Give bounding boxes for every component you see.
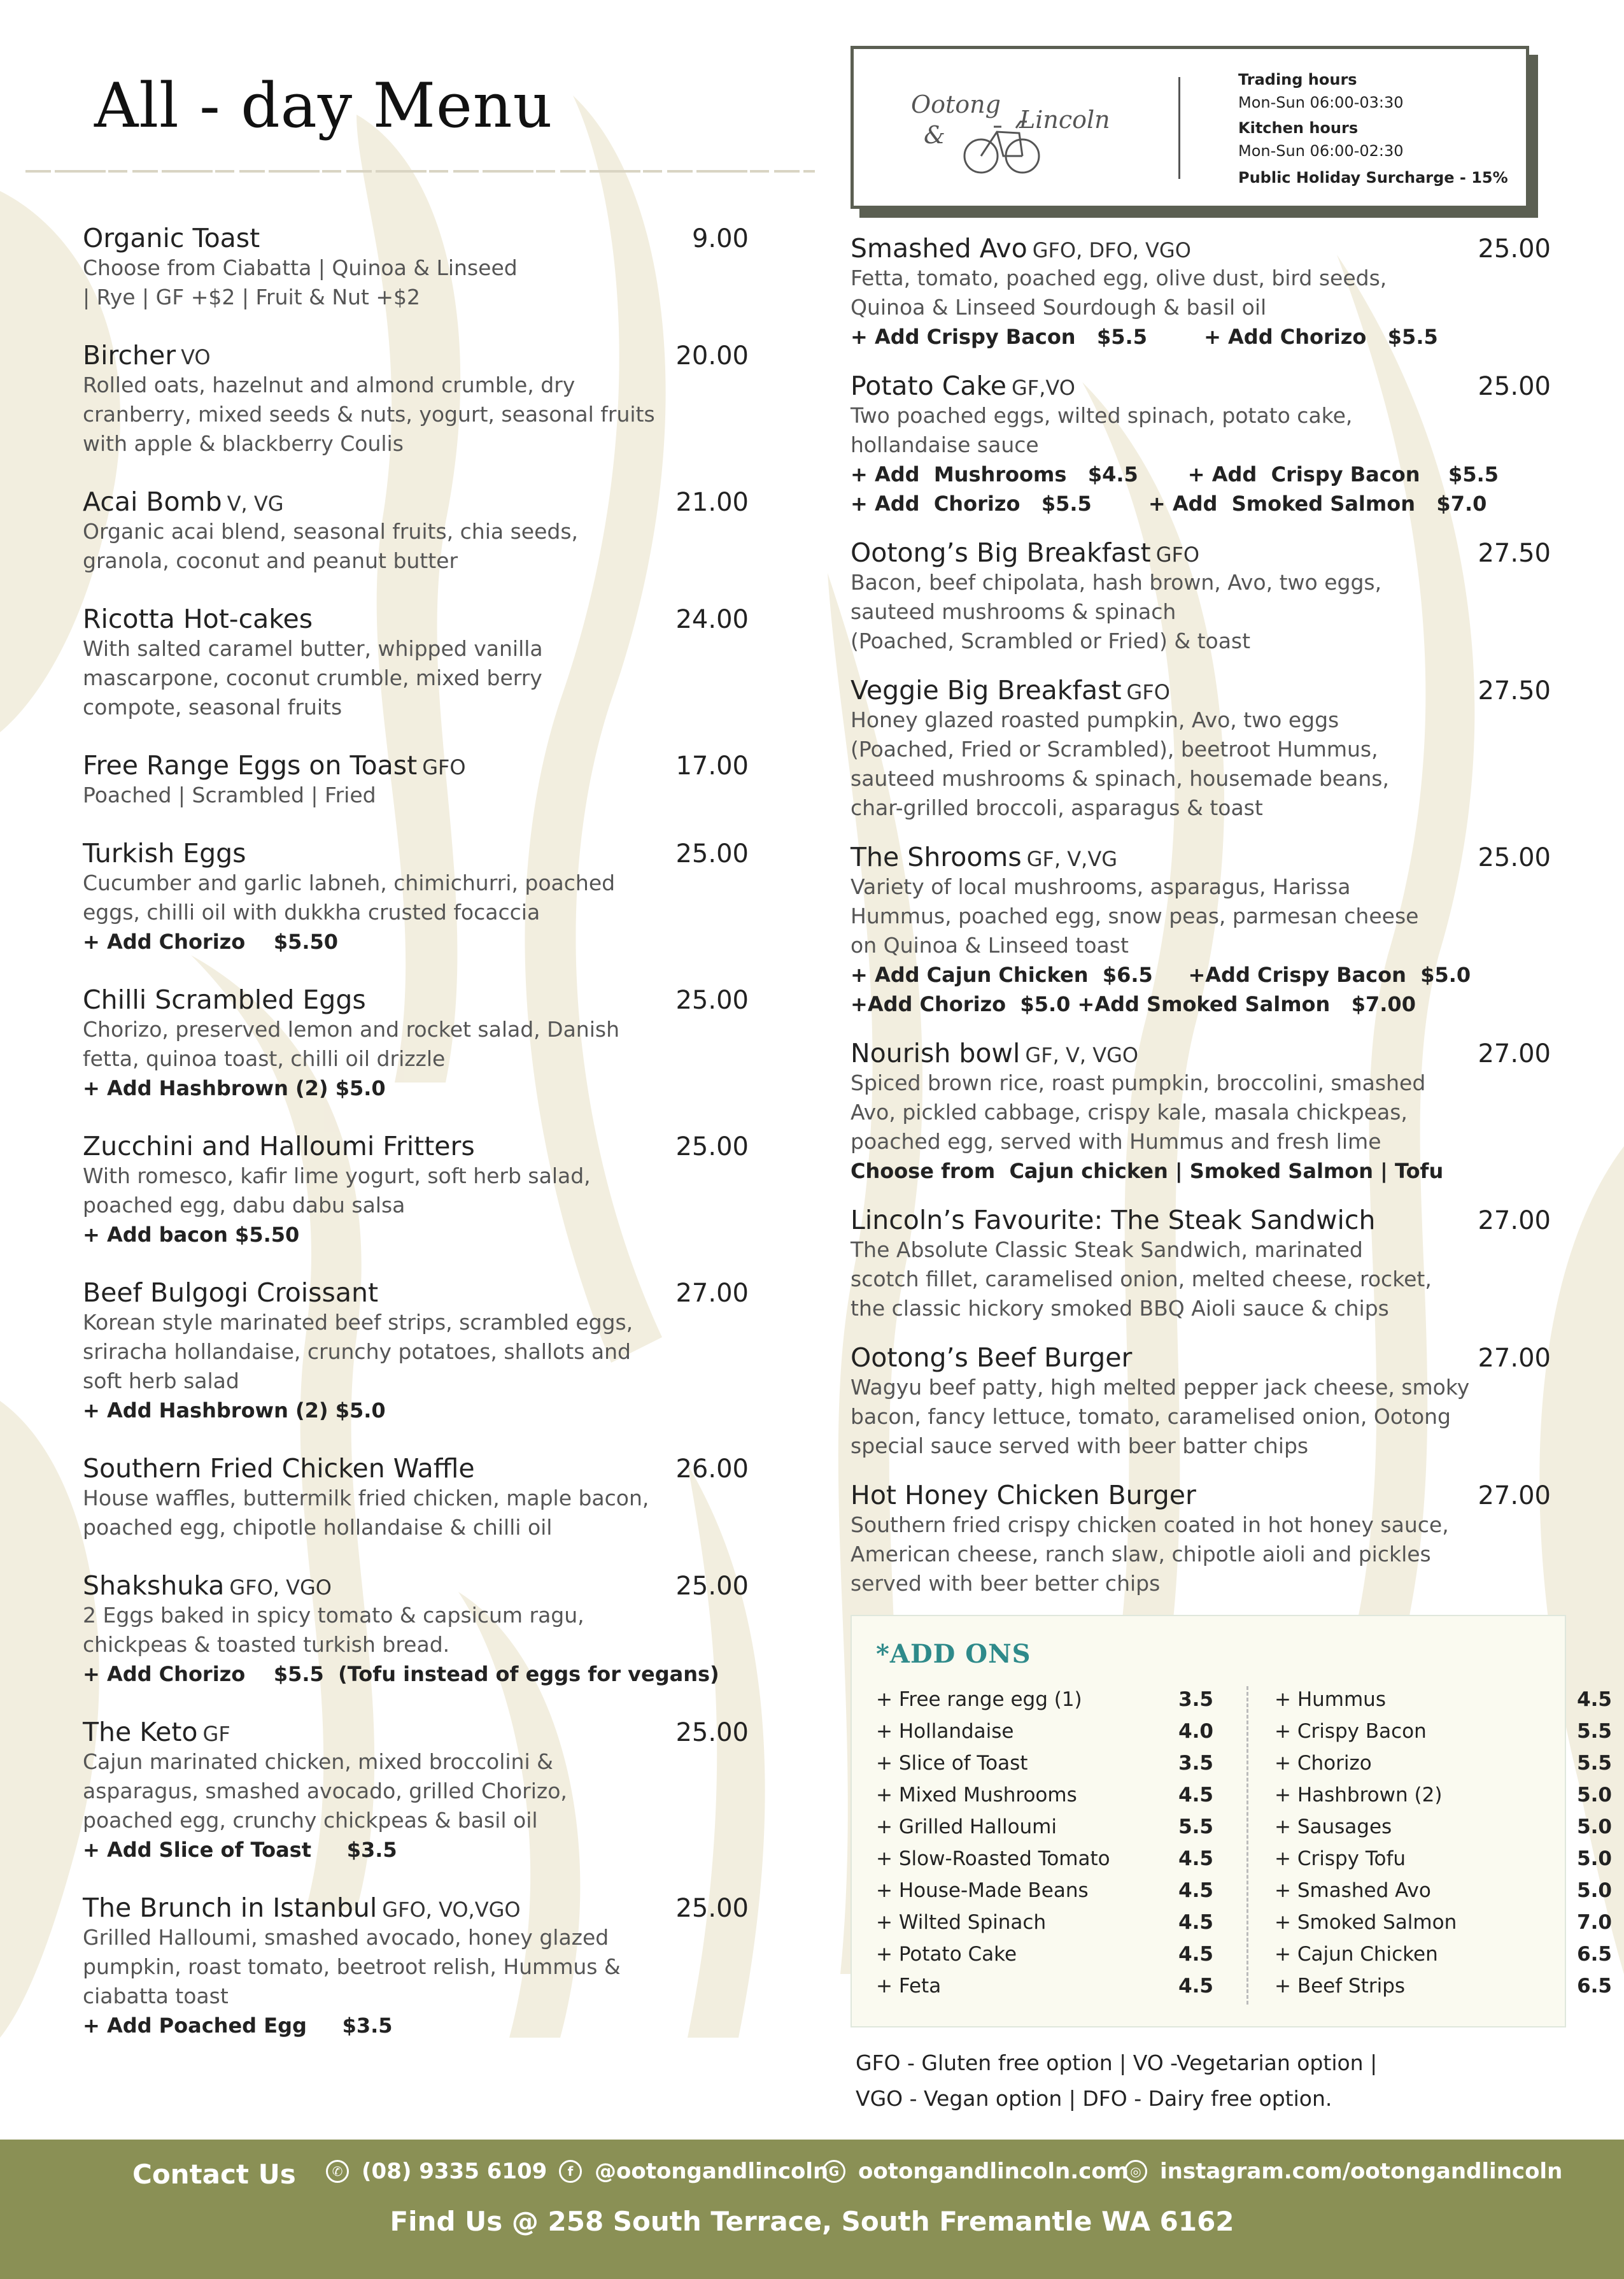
menu-item-description: Honey glazed roasted pumpkin, Avo, two eggs [851,707,1339,732]
menu-item-description: pumpkin, roast tomato, beetroot relish, Hummus & [83,1954,621,1979]
menu-item-price: 17.00 [675,751,749,781]
hours-block [1238,68,1508,189]
trading-hours-value: Mon-Sun 06:00-03:30 [1238,94,1404,111]
addon-row [876,1875,1213,1906]
kitchen-hours-label: Kitchen hours [1238,119,1359,137]
footer [0,2140,1624,2279]
menu-item-name: Chilli Scrambled Eggs [83,984,366,1015]
menu-item-addon: Choose from Cajun chicken | Smoked Salmon | Tofu [851,1159,1444,1183]
addon-price: 4.5 [1178,1975,1213,1998]
addon-price: 4.5 [1577,1688,1612,1711]
menu-item-description: cranberry, mixed seeds & nuts, yogurt, seasonal fruits [83,402,655,427]
menu-item-description: granola, coconut and peanut butter [83,548,458,573]
phone-icon: ✆ [326,2160,349,2183]
footer-instagram[interactable] [1124,2159,1562,2184]
menu-item-description: chickpeas & toasted turkish bread. [83,1632,450,1657]
footer-phone[interactable] [326,2159,547,2184]
menu-item [851,675,1551,823]
menu-column-left [83,223,749,2068]
addon-price: 4.5 [1178,1879,1213,1902]
menu-item-description: special sauce served with beer batter chips [851,1433,1309,1458]
menu-item-addon: +Add Chorizo $5.0 +Add Smoked Salmon $7.00 [851,992,1416,1016]
menu-item-price: 24.00 [675,605,749,634]
addon-label: + Grilled Halloumi [876,1815,1057,1838]
menu-item-name: Nourish bowl [851,1038,1020,1069]
logo-text-ootong: Ootong [911,90,1001,118]
addon-label: + House-Made Beans [876,1879,1089,1902]
menu-item-price: 27.00 [1478,1206,1551,1235]
addon-price: 4.5 [1178,1943,1213,1966]
addon-price: 5.5 [1178,1815,1213,1838]
globe-icon: G [823,2160,845,2183]
menu-item-description: soft herb salad [83,1368,239,1393]
addon-row [1274,1715,1612,1747]
menu-item-description: Hummus, poached egg, snow peas, parmesan cheese [851,904,1419,928]
addon-label: + Hollandaise [876,1720,1014,1743]
menu-item-name: Shakshuka [83,1570,225,1601]
addon-row [876,1747,1213,1779]
addon-price: 3.5 [1178,1688,1213,1711]
hours-header-box [851,46,1529,209]
menu-item-description: Avo, pickled cabbage, crispy kale, masala chickpeas, [851,1100,1408,1125]
addons-list-right [1274,1684,1612,2002]
menu-item-description: (Poached, Fried or Scrambled), beetroot Hummus, [851,737,1378,762]
addon-price: 4.0 [1178,1720,1213,1743]
menu-item [83,750,749,810]
surcharge-note: Public Holiday Surcharge - 15% [1238,169,1508,187]
instagram-icon: ◎ [1124,2160,1147,2183]
menu-item-addon: + Add Crispy Bacon $5.5 + Add Chorizo $5.5 [851,325,1438,349]
addon-label: + Smashed Avo [1274,1879,1431,1902]
footer-website[interactable] [823,2159,1129,2184]
menu-item-description: fetta, quinoa toast, chilli oil drizzle [83,1046,446,1071]
menu-item-dietary-tag: GFO, DFO, VGO [1032,238,1191,262]
menu-item-dietary-tag: GF [202,1722,230,1746]
addon-label: + Beef Strips [1274,1975,1406,1998]
menu-item-price: 20.00 [675,341,749,371]
addon-row [876,1715,1213,1747]
menu-item-description: (Poached, Scrambled or Fried) & toast [851,628,1251,653]
menu-item-description: scotch fillet, caramelised onion, melted cheese, rocket, [851,1267,1432,1291]
addon-price: 6.5 [1577,1943,1612,1966]
menu-item-addon: + Add Mushrooms $4.5 + Add Crispy Bacon $5.5 [851,462,1499,486]
menu-item-name: Southern Fried Chicken Waffle [83,1453,475,1484]
addons-list-left [876,1684,1213,2002]
logo-text-lincoln: Lincoln [1019,106,1110,134]
menu-item-addon: + Add Chorizo $5.5 + Add Smoked Salmon $7.0 [851,492,1487,516]
legend-line-2: VGO - Vegan option | DFO - Dairy free option. [856,2086,1332,2111]
trading-hours-label: Trading hours [1238,71,1357,89]
addon-price: 5.0 [1577,1847,1612,1870]
addon-label: + Hummus [1274,1688,1386,1711]
menu-item [851,233,1551,351]
dietary-legend [856,2045,1556,2117]
menu-item-description: American cheese, ranch slaw, chipotle aioli and pickles [851,1542,1431,1566]
addon-row [1274,1938,1612,1970]
menu-item-name: The Keto [83,1717,198,1747]
menu-item-dietary-tag: VO [181,345,211,369]
menu-item-description: Grilled Halloumi, smashed avocado, honey glazed [83,1925,609,1950]
menu-item-description: House waffles, buttermilk fried chicken, maple bacon, [83,1486,649,1510]
menu-item-price: 25.00 [1478,372,1551,401]
menu-item [83,223,749,312]
menu-item-description: Quinoa & Linseed Sourdough & basil oil [851,295,1267,320]
menu-item-dietary-tag: GFO, VGO [229,1575,332,1600]
brush-divider [25,168,815,174]
menu-item-description: Cucumber and garlic labneh, chimichurri, poached [83,870,616,895]
menu-item-description: poached egg, dabu dabu salsa [83,1193,406,1218]
addon-row [876,1843,1213,1875]
menu-item-description: Organic acai blend, seasonal fruits, chia seeds, [83,519,578,544]
menu-item [851,537,1551,656]
addon-row [1274,1970,1612,2002]
menu-column-right [851,233,1551,1617]
menu-item-price: 9.00 [691,224,749,253]
menu-item-name: Hot Honey Chicken Burger [851,1480,1196,1510]
menu-item-description: the classic hickory smoked BBQ Aioli sauce & chips [851,1296,1389,1321]
menu-item [83,604,749,722]
menu-item-price: 25.00 [1478,234,1551,264]
facebook-handle: @ootongandlincoln [595,2159,829,2184]
menu-item-name: Potato Cake [851,371,1006,401]
addon-label: + Cajun Chicken [1274,1943,1438,1966]
addon-row [1274,1875,1612,1906]
addon-row [876,1906,1213,1938]
menu-item [83,340,749,458]
menu-item-description: With salted caramel butter, whipped vanilla [83,636,543,661]
menu-item-description: poached egg, crunchy chickpeas & basil oil [83,1808,538,1833]
menu-item-price: 25.00 [1478,843,1551,872]
menu-item-description: | Rye | GF +$2 | Fruit & Nut +$2 [83,285,420,309]
addon-label: + Smoked Salmon [1274,1911,1457,1934]
menu-item-addon: + Add Hashbrown (2) $5.0 [83,1076,386,1100]
menu-item-dietary-tag: GF, V, VGO [1025,1043,1139,1067]
menu-item-dietary-tag: V, VG [227,492,284,516]
menu-item-addon: + Add Slice of Toast $3.5 [83,1838,397,1862]
menu-item-addon: + Add Hashbrown (2) $5.0 [83,1398,386,1423]
find-us-address: Find Us @ 258 South Terrace, South Fremantle WA 6162 [390,2206,1234,2237]
menu-item-addon: + Add Chorizo $5.5 (Tofu instead of eggs for vegans) [83,1662,719,1686]
menu-item-description: Chorizo, preserved lemon and rocket salad, Danish [83,1017,619,1042]
addon-label: + Hashbrown (2) [1274,1784,1443,1807]
addon-row [1274,1747,1612,1779]
logo-divider [1178,77,1180,179]
menu-item-description: served with beer better chips [851,1571,1161,1596]
menu-item-description: The Absolute Classic Steak Sandwich, marinated [851,1237,1363,1262]
menu-item [83,1131,749,1249]
menu-item-description: on Quinoa & Linseed toast [851,933,1129,958]
menu-item-price: 27.00 [1478,1039,1551,1069]
website-url: ootongandlincoln.com [858,2159,1129,2184]
menu-item-description: Two poached eggs, wilted spinach, potato cake, [851,403,1353,428]
menu-item [83,1892,749,2040]
addon-price: 5.0 [1577,1815,1612,1838]
addons-title: *ADD ONS [876,1639,1031,1669]
addon-row [1274,1843,1612,1875]
menu-item-dietary-tag: GFO [422,755,466,779]
menu-item-name: The Shrooms [851,842,1022,872]
menu-item-name: Ootong’s Beef Burger [851,1342,1133,1373]
addon-label: + Crispy Tofu [1274,1847,1406,1870]
menu-item-description: asparagus, smashed avocado, grilled Chorizo, [83,1778,567,1803]
menu-item [83,1453,749,1542]
menu-item-addon: + Add Chorizo $5.50 [83,930,339,954]
menu-item-description: Cajun marinated chicken, mixed broccolini & [83,1749,553,1774]
menu-item-description: Poached | Scrambled | Fried [83,783,376,807]
menu-item [851,1038,1551,1186]
menu-item-description: Rolled oats, hazelnut and almond crumble, dry [83,373,575,397]
menu-item [851,842,1551,1019]
menu-item-price: 25.00 [675,1132,749,1161]
addons-box [851,1615,1612,2027]
addon-price: 7.0 [1577,1911,1612,1934]
menu-item-name: Bircher [83,340,176,371]
menu-item-dietary-tag: GF, V,VG [1026,847,1118,871]
menu-item [851,371,1551,518]
addon-price: 4.5 [1178,1911,1213,1934]
menu-item-description: hollandaise sauce [851,432,1039,457]
menu-item-price: 27.00 [1478,1344,1551,1373]
menu-item-price: 25.00 [675,1894,749,1923]
menu-item-dietary-tag: GFO, VO,VGO [382,1898,521,1922]
addon-row [876,1811,1213,1843]
menu-item-description: bacon, fancy lettuce, tomato, caramelised onion, Ootong [851,1404,1451,1429]
menu-item [83,1717,749,1864]
addon-label: + Feta [876,1975,942,1998]
menu-item [83,486,749,576]
addon-price: 5.0 [1577,1784,1612,1807]
menu-item-description: Bacon, beef chipolata, hash brown, Avo, two eggs, [851,570,1382,595]
addon-price: 5.5 [1577,1752,1612,1775]
menu-item-dietary-tag: GF,VO [1012,376,1075,400]
footer-facebook[interactable] [559,2159,828,2184]
menu-item-name: The Brunch in Istanbul [83,1892,378,1923]
menu-item-name: Beef Bulgogi Croissant [83,1277,379,1308]
addon-row [1274,1684,1612,1715]
menu-item-name: Zucchini and Halloumi Fritters [83,1131,475,1161]
page-title: All - day Menu [94,70,553,141]
menu-item-name: Acai Bomb [83,486,222,517]
menu-item-price: 25.00 [675,986,749,1015]
menu-item-description: 2 Eggs baked in spicy tomato & capsicum ragu, [83,1603,584,1628]
addon-row [1274,1779,1612,1811]
menu-item-description: sauteed mushrooms & spinach [851,599,1176,624]
addon-price: 4.5 [1178,1784,1213,1807]
menu-item-description: Fetta, tomato, poached egg, olive dust, bird seeds, [851,266,1387,290]
menu-item-description: Southern fried crispy chicken coated in hot honey sauce, [851,1512,1449,1537]
phone-number: (08) 9335 6109 [362,2159,547,2184]
menu-item-name: Ricotta Hot-cakes [83,604,313,634]
menu-item-description: eggs, chilli oil with dukkha crusted focaccia [83,900,540,925]
menu-item-description: ciabatta toast [83,1984,229,2008]
menu-item-name: Organic Toast [83,223,260,253]
menu-item-price: 26.00 [675,1454,749,1484]
addon-price: 5.5 [1577,1720,1612,1743]
menu-item-description: mascarpone, coconut crumble, mixed berry [83,665,542,690]
menu-item-price: 25.00 [675,839,749,869]
menu-item-dietary-tag: GFO [1126,680,1170,704]
menu-item [83,1570,749,1689]
menu-item-name: Ootong’s Big Breakfast [851,537,1151,568]
addon-label: + Wilted Spinach [876,1911,1047,1934]
menu-item-price: 27.00 [1478,1481,1551,1510]
menu-item-addon: + Add bacon $5.50 [83,1223,300,1247]
menu-item-name: Veggie Big Breakfast [851,675,1122,706]
addon-price: 4.5 [1178,1847,1213,1870]
addon-label: + Crispy Bacon [1274,1720,1427,1743]
ootong-lincoln-logo [911,75,1121,183]
menu-item-name: Lincoln’s Favourite: The Steak Sandwich [851,1205,1376,1235]
menu-item [83,1277,749,1425]
addon-label: + Chorizo [1274,1752,1372,1775]
addon-price: 5.0 [1577,1879,1612,1902]
instagram-url: instagram.com/ootongandlincoln [1160,2159,1563,2184]
menu-item-dietary-tag: GFO [1155,543,1200,567]
legend-line-1: GFO - Gluten free option | VO -Vegetarian option | [856,2050,1378,2075]
menu-item [851,1480,1551,1598]
menu-item-addon: + Add Cajun Chicken $6.5 +Add Crispy Bacon $5.0 [851,963,1471,987]
menu-item-description: sauteed mushrooms & spinach, housemade beans, [851,766,1389,791]
menu-item-price: 21.00 [675,488,749,517]
addon-row [876,1938,1213,1970]
menu-item-description: Choose from Ciabatta | Quinoa & Linseed [83,255,518,280]
menu-item [851,1342,1551,1461]
menu-item [83,838,749,956]
menu-item-name: Free Range Eggs on Toast [83,750,418,781]
menu-item-description: With romesco, kafir lime yogurt, soft herb salad, [83,1163,591,1188]
menu-item [83,984,749,1103]
addon-row [876,1970,1213,2002]
addon-price: 3.5 [1178,1752,1213,1775]
menu-item-description: Spiced brown rice, roast pumpkin, broccolini, smashed [851,1070,1426,1095]
menu-item-description: with apple & blackberry Coulis [83,431,404,456]
addon-label: + Free range egg (1) [876,1688,1082,1711]
logo-text-amp: & [924,121,945,149]
contact-us-label: Contact Us [132,2159,296,2190]
menu-item-name: Turkish Eggs [83,838,246,869]
menu-item-price: 27.50 [1478,676,1551,706]
facebook-icon: f [559,2160,582,2183]
menu-item [851,1205,1551,1323]
menu-item-name: Smashed Avo [851,233,1027,264]
menu-item-description: sriracha hollandaise, crunchy potatoes, shallots and [83,1339,631,1364]
addon-label: + Mixed Mushrooms [876,1784,1077,1807]
addon-row [1274,1906,1612,1938]
menu-item-description: Variety of local mushrooms, asparagus, Harissa [851,874,1351,899]
addon-row [1274,1811,1612,1843]
addon-label: + Sausages [1274,1815,1392,1838]
menu-item-description: poached egg, chipotle hollandaise & chilli oil [83,1515,553,1540]
menu-item-price: 27.00 [675,1279,749,1308]
menu-item-description: Korean style marinated beef strips, scrambled eggs, [83,1310,633,1335]
menu-item-description: Wagyu beef patty, high melted pepper jack cheese, smoky [851,1375,1470,1400]
menu-item-price: 25.00 [675,1572,749,1601]
menu-item-description: poached egg, served with Hummus and fresh lime [851,1129,1381,1154]
addons-divider [1246,1686,1248,2005]
addon-row [876,1684,1213,1715]
kitchen-hours-value: Mon-Sun 06:00-02:30 [1238,142,1404,160]
menu-item-price: 27.50 [1478,539,1551,568]
menu-item-description: compote, seasonal fruits [83,695,342,720]
addon-label: + Slow-Roasted Tomato [876,1847,1110,1870]
menu-item-addon: + Add Poached Egg $3.5 [83,2013,393,2038]
addon-label: + Potato Cake [876,1943,1017,1966]
menu-item-price: 25.00 [675,1718,749,1747]
menu-item-description: char-grilled broccoli, asparagus & toast [851,795,1263,820]
addon-label: + Slice of Toast [876,1752,1028,1775]
addon-price: 6.5 [1577,1975,1612,1998]
addon-row [876,1779,1213,1811]
